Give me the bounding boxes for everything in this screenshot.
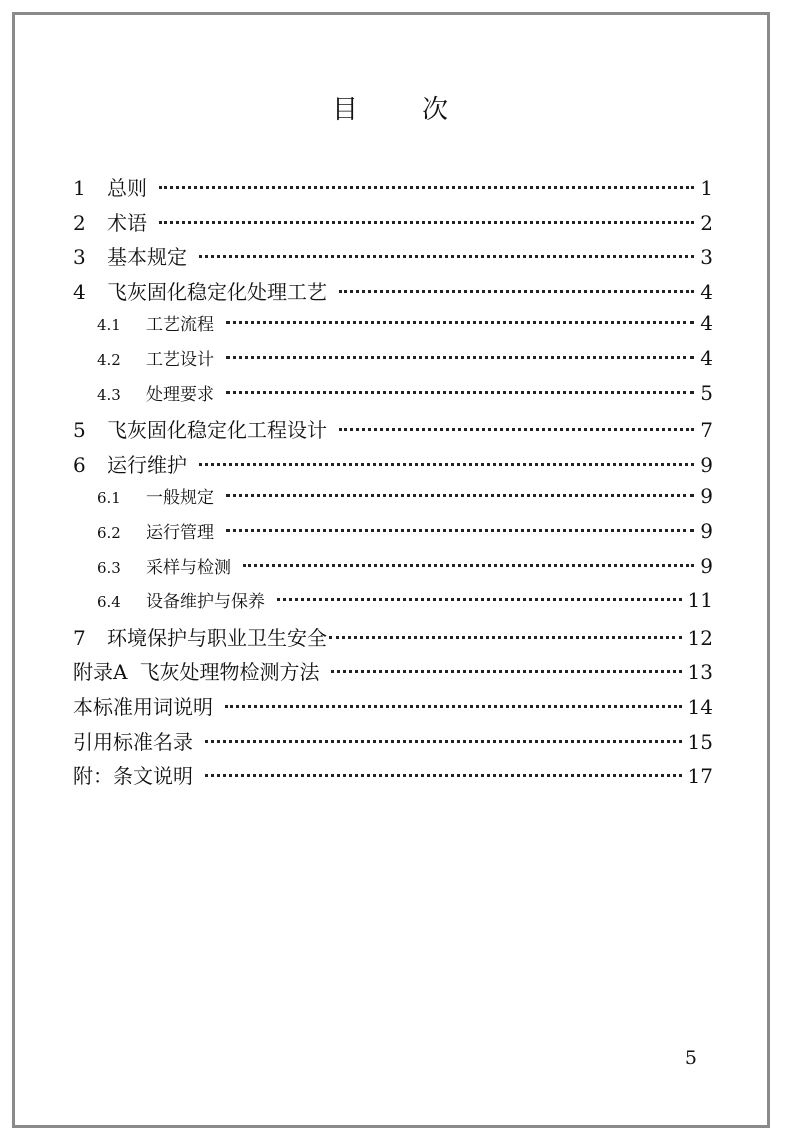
toc-dot-leader	[159, 220, 694, 224]
toc-entry-page: 1	[700, 176, 713, 200]
toc-dot-leader	[199, 462, 694, 466]
toc-entry-label: 处理要求	[146, 384, 214, 405]
toc-entry[interactable]	[73, 726, 713, 760]
toc-dot-leader	[339, 427, 694, 431]
toc-dot-leader	[329, 635, 682, 639]
toc-entry-label: 工艺设计	[146, 350, 214, 370]
toc-entry-page: 15	[687, 729, 713, 754]
toc-entry-label: 环境保护与职业卫生安全	[107, 625, 327, 650]
toc-entry-label: 附：条文说明	[73, 764, 193, 789]
toc-entry[interactable]	[73, 760, 713, 794]
toc-entry[interactable]	[73, 172, 713, 206]
toc-dot-leader	[243, 563, 694, 567]
toc-entry[interactable]	[97, 345, 713, 379]
toc-entry-page: 4	[700, 346, 713, 370]
toc-entry-label: 设备维护与保养	[146, 592, 265, 613]
toc-entry-page: 3	[700, 245, 713, 270]
toc-entry-label: 采样与检测	[146, 557, 231, 578]
title-char-1: 目	[331, 95, 360, 125]
toc-entry-number: 4.3	[97, 385, 121, 404]
toc-entry-number: 5	[73, 418, 86, 443]
toc-entry-page: 9	[700, 452, 713, 477]
toc-entry-page: 11	[687, 588, 713, 613]
toc-entry-number: 4.2	[97, 351, 121, 369]
toc-entry[interactable]	[73, 656, 713, 690]
toc-dot-leader	[226, 528, 694, 532]
toc-dot-leader	[159, 185, 694, 189]
toc-entry[interactable]	[97, 380, 713, 414]
toc-entry[interactable]	[73, 241, 713, 275]
page-number: 5	[684, 1047, 697, 1069]
toc-entry[interactable]	[97, 310, 713, 344]
toc-entry-number: 7	[73, 625, 86, 650]
toc-entry-page: 13	[687, 660, 713, 685]
toc-entry-page: 4	[700, 279, 713, 304]
toc-dot-leader	[205, 773, 682, 777]
toc-entry-label: 基本规定	[107, 245, 187, 270]
toc-entry-number: 4.1	[97, 316, 121, 335]
toc-entry-label: 运行维护	[107, 452, 187, 477]
toc-entry[interactable]	[97, 518, 713, 552]
toc-entry-page: 14	[687, 695, 713, 719]
toc-dot-leader	[226, 390, 694, 394]
toc-entry-label: 术语	[107, 210, 147, 235]
toc-entry-page: 9	[700, 553, 713, 578]
toc-entry-page: 17	[687, 764, 713, 789]
toc-entry-page: 12	[687, 625, 713, 650]
toc-entry-label: 工艺流程	[146, 315, 214, 336]
toc-entry-label: 引用标准名录	[73, 729, 193, 754]
toc-entry-label: 总则	[107, 176, 147, 200]
toc-entry[interactable]	[73, 622, 713, 656]
toc-entry-page: 5	[700, 380, 713, 405]
toc-entry-page: 4	[700, 311, 713, 336]
page-title	[15, 89, 767, 126]
toc-entry-label: 飞灰固化稳定化工程设计	[107, 418, 327, 443]
toc-dot-leader	[205, 739, 682, 743]
toc-entry-label: 一般规定	[146, 488, 214, 509]
toc-dot-leader	[226, 355, 694, 359]
toc-entry-page: 9	[700, 519, 713, 543]
toc-entry-number: 4	[73, 279, 86, 304]
toc-dot-leader	[331, 669, 681, 673]
toc-entry[interactable]	[73, 414, 713, 448]
toc-entry-label: 本标准用词说明	[73, 695, 213, 719]
title-char-2: 次	[422, 95, 451, 125]
toc-entry-label: 运行管理	[146, 523, 214, 543]
toc-dot-leader	[339, 289, 694, 293]
toc-entry[interactable]	[97, 587, 713, 621]
toc-entry-page: 7	[700, 418, 713, 443]
toc-entry-number: 6.2	[97, 524, 121, 542]
toc-entry[interactable]	[97, 483, 713, 517]
toc-entry-number: 1	[73, 176, 86, 200]
toc-entry[interactable]	[73, 276, 713, 310]
toc-entry-page: 2	[700, 210, 713, 235]
toc-entry-number: 3	[73, 245, 86, 270]
toc-entry[interactable]	[73, 691, 713, 725]
toc-entry-number: 6	[73, 452, 86, 477]
toc-dot-leader	[226, 320, 694, 324]
toc-entry[interactable]	[97, 553, 713, 587]
toc-entry-label: 飞灰固化稳定化处理工艺	[107, 279, 327, 304]
toc-dot-leader	[277, 597, 682, 601]
toc-entry-number: 6.1	[97, 489, 121, 508]
toc-entry-number: 6.3	[97, 558, 121, 577]
toc-entry-page: 9	[700, 484, 713, 509]
toc-dot-leader	[199, 254, 694, 258]
toc-dot-leader	[226, 493, 694, 497]
document-page	[12, 12, 770, 1128]
toc-entry[interactable]	[73, 449, 713, 483]
toc-entry-number: 附录A	[73, 660, 128, 685]
toc-entry-number: 2	[73, 210, 86, 235]
toc-entry-number: 6.4	[97, 593, 121, 612]
toc-entry-label: 飞灰处理物检测方法	[139, 660, 320, 685]
toc-dot-leader	[225, 704, 682, 708]
toc-entry[interactable]	[73, 207, 713, 241]
